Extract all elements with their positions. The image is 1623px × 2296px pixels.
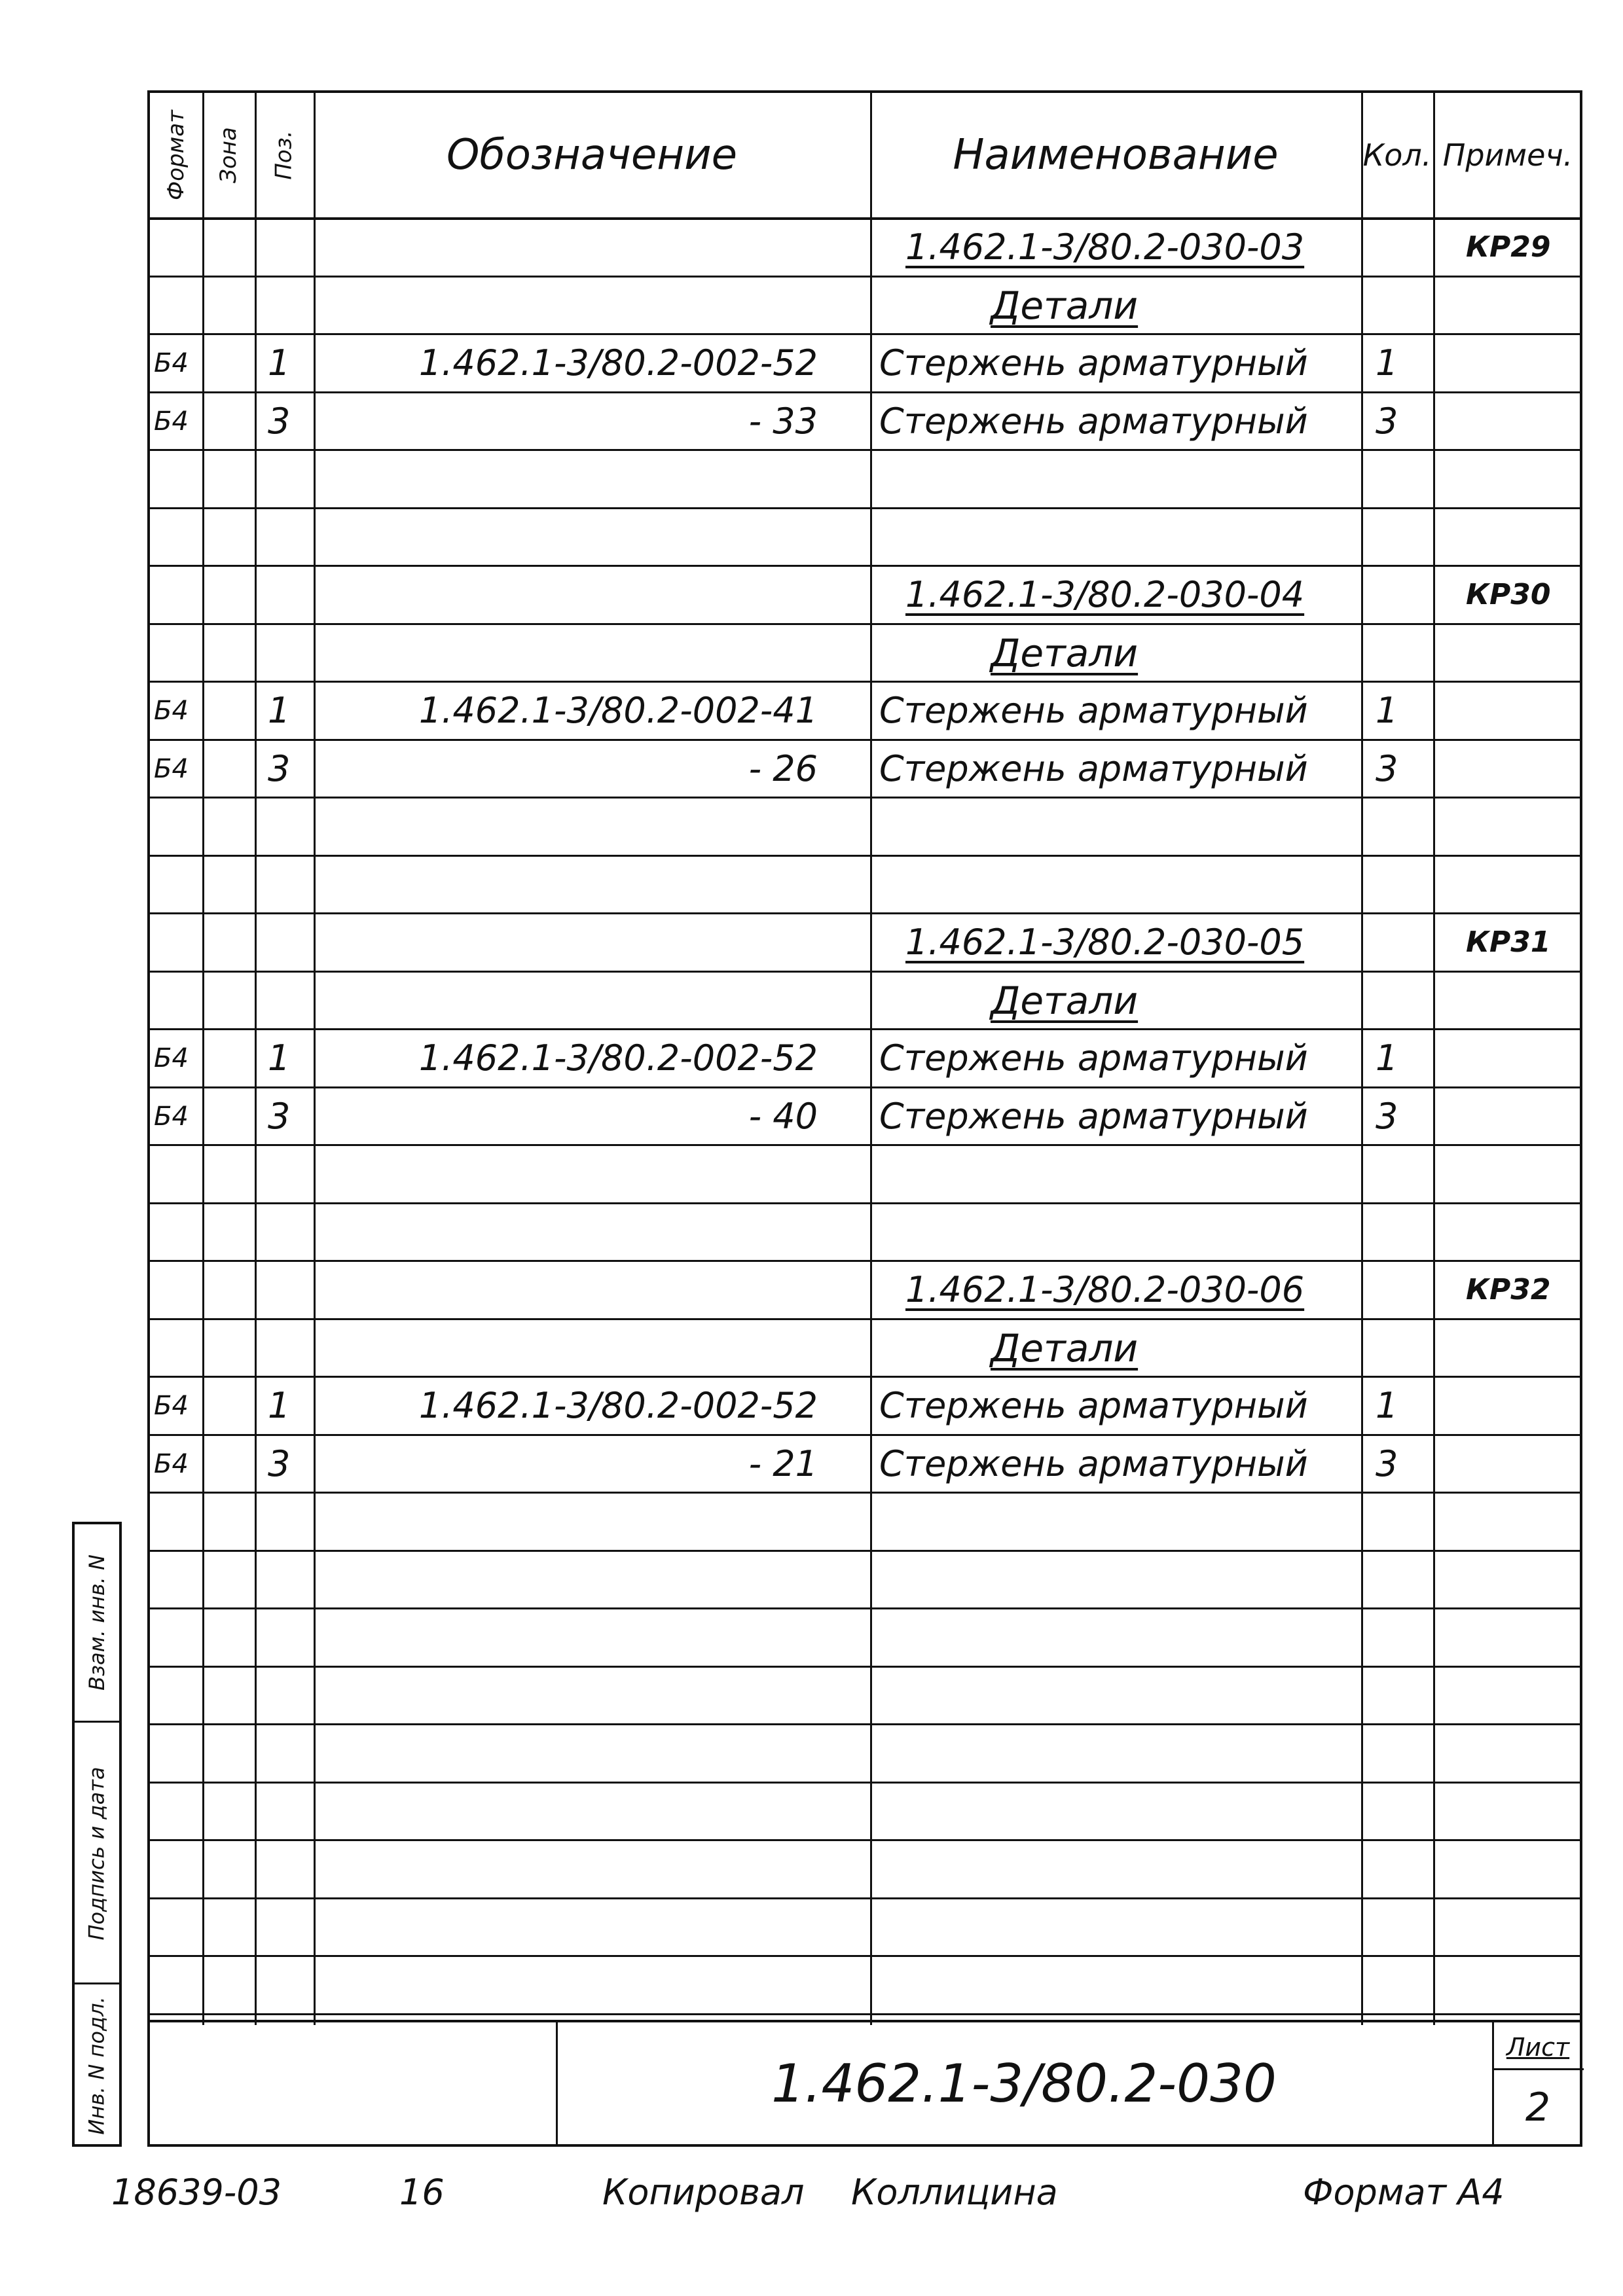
cell-note xyxy=(1466,1967,1582,2003)
cell-qty: 3 xyxy=(1376,1095,1398,1137)
cell-qty xyxy=(1376,1503,1433,1540)
cell-format: Б4 xyxy=(154,1448,189,1479)
cell-format xyxy=(154,1677,202,1714)
cell-qty xyxy=(1376,982,1433,1019)
cell-pos: 1 xyxy=(268,1037,291,1079)
cell-qty xyxy=(1376,1735,1433,1772)
table-row xyxy=(150,1666,1580,1724)
stamp-sign-date: Подпись и дата xyxy=(75,1721,119,1984)
cell-qty xyxy=(1376,1851,1433,1888)
cell-note xyxy=(1466,1677,1582,1714)
cell-pos xyxy=(268,808,314,845)
cell-qty: 1 xyxy=(1376,342,1398,384)
cell-pos xyxy=(268,1909,314,1946)
table-row xyxy=(150,1839,1580,1897)
cell-designation xyxy=(314,1214,818,1251)
cell-note xyxy=(1466,1735,1582,1772)
table-row xyxy=(150,1492,1580,1550)
cell-pos xyxy=(268,1214,314,1251)
sheet-number: 2 xyxy=(1525,2084,1551,2130)
cell-qty xyxy=(1376,577,1433,613)
cell-pos xyxy=(268,519,314,556)
cell-format xyxy=(154,1793,202,1830)
cell-name xyxy=(879,1909,1361,1946)
cell-pos xyxy=(268,1272,314,1308)
cell-format xyxy=(154,1330,202,1367)
stamp-inv-orig: Инв. N подл. xyxy=(75,1982,119,2146)
cell-name: Стержень арматурный xyxy=(879,1443,1308,1484)
cell-pos: 1 xyxy=(268,1385,291,1426)
cell-note xyxy=(1466,1909,1582,1946)
table-row xyxy=(150,1086,1580,1145)
table-row xyxy=(150,1318,1580,1376)
cell-format: Б4 xyxy=(154,348,189,378)
cell-designation xyxy=(314,1677,818,1714)
cell-qty: 1 xyxy=(1376,1037,1398,1079)
cell-format xyxy=(154,924,202,961)
cell-pos xyxy=(268,1619,314,1656)
cell-designation xyxy=(314,229,818,266)
footer-copied-label: Копировал xyxy=(602,2172,805,2213)
cell-note: КР30 xyxy=(1466,578,1551,611)
header-qty: Кол. xyxy=(1362,137,1432,173)
cell-format: Б4 xyxy=(154,1101,189,1132)
cell-name xyxy=(879,1677,1361,1714)
cell-pos: 3 xyxy=(268,1443,291,1484)
cell-note xyxy=(1466,1446,1582,1482)
table-row xyxy=(150,565,1580,623)
cell-name xyxy=(879,867,1361,903)
cell-qty: 3 xyxy=(1376,747,1398,789)
cell-format: Б4 xyxy=(154,753,189,784)
cell-qty: 1 xyxy=(1376,1385,1398,1426)
cell-format xyxy=(154,519,202,556)
cell-note xyxy=(1466,1214,1582,1251)
cell-pos xyxy=(268,924,314,961)
header-note: Примеч. xyxy=(1442,137,1573,173)
table-row xyxy=(150,1723,1580,1782)
cell-qty xyxy=(1376,519,1433,556)
cell-format xyxy=(154,1619,202,1656)
cell-name: Детали xyxy=(991,978,1139,1023)
cell-note xyxy=(1466,751,1582,787)
cell-pos xyxy=(268,229,314,266)
cell-note xyxy=(1466,635,1582,672)
cell-pos xyxy=(268,1503,314,1540)
cell-pos xyxy=(268,982,314,1019)
cell-name xyxy=(879,519,1361,556)
cell-qty xyxy=(1376,1677,1433,1714)
cell-note xyxy=(1466,519,1582,556)
cell-format xyxy=(154,1909,202,1946)
table-row xyxy=(150,1897,1580,1956)
cell-format xyxy=(154,808,202,845)
cell-note xyxy=(1466,461,1582,497)
cell-designation xyxy=(314,577,818,613)
cell-designation xyxy=(314,461,818,497)
cell-designation xyxy=(314,1735,818,1772)
row-divider xyxy=(150,2013,1580,2015)
cell-note xyxy=(1466,1330,1582,1367)
sheet-label: Лист xyxy=(1506,2033,1570,2062)
table-row xyxy=(150,1028,1580,1086)
cell-name xyxy=(879,1619,1361,1656)
cell-designation xyxy=(314,1156,818,1193)
cell-qty xyxy=(1376,229,1433,266)
table-row xyxy=(150,971,1580,1029)
cell-designation: 1.462.1-3/80.2-002-52 xyxy=(418,1385,818,1426)
cell-format xyxy=(154,1851,202,1888)
cell-designation xyxy=(314,808,818,845)
table-row xyxy=(150,1782,1580,1840)
table-row xyxy=(150,681,1580,739)
cell-note xyxy=(1466,1098,1582,1135)
cell-format xyxy=(154,1735,202,1772)
cell-qty: 1 xyxy=(1376,690,1398,731)
cell-designation xyxy=(314,635,818,672)
cell-designation: - 26 xyxy=(748,747,818,789)
cell-qty xyxy=(1376,1214,1433,1251)
table-row xyxy=(150,623,1580,681)
cell-format xyxy=(154,635,202,672)
table-row xyxy=(150,391,1580,450)
cell-note xyxy=(1466,1851,1582,1888)
cell-designation xyxy=(314,1793,818,1830)
cell-name: Стержень арматурный xyxy=(879,1385,1308,1426)
cell-qty xyxy=(1376,1619,1433,1656)
cell-format: Б4 xyxy=(154,1391,189,1421)
cell-qty xyxy=(1376,287,1433,324)
footer-format: Формат А4 xyxy=(1303,2172,1504,2213)
cell-name: Стержень арматурный xyxy=(879,400,1308,442)
table-row xyxy=(150,1202,1580,1261)
cell-note xyxy=(1466,1388,1582,1424)
cell-qty xyxy=(1376,1562,1433,1598)
cell-pos xyxy=(268,1677,314,1714)
table-row xyxy=(150,1550,1580,1608)
table-row xyxy=(150,1434,1580,1492)
header-format: Формат xyxy=(163,110,190,200)
cell-name xyxy=(879,1735,1361,1772)
cell-qty xyxy=(1376,1909,1433,1946)
cell-designation: - 21 xyxy=(748,1443,818,1484)
specification-sheet xyxy=(147,90,1582,2147)
table-row xyxy=(150,1260,1580,1318)
cell-pos: 1 xyxy=(268,690,291,731)
cell-format xyxy=(154,1156,202,1193)
cell-format xyxy=(154,461,202,497)
cell-qty xyxy=(1376,461,1433,497)
cell-pos: 3 xyxy=(268,1095,291,1137)
cell-pos xyxy=(268,1793,314,1830)
cell-format xyxy=(154,287,202,324)
cell-qty xyxy=(1376,1272,1433,1308)
table-row xyxy=(150,333,1580,391)
cell-format xyxy=(154,1562,202,1598)
cell-name: 1.462.1-3/80.2-030-03 xyxy=(905,226,1305,268)
cell-name xyxy=(879,1156,1361,1193)
cell-format xyxy=(154,867,202,903)
table-row xyxy=(150,276,1580,334)
cell-pos: 3 xyxy=(268,400,291,442)
cell-note xyxy=(1466,1793,1582,1830)
cell-pos: 3 xyxy=(268,747,291,789)
cell-designation xyxy=(314,867,818,903)
footer-number: 18639-03 xyxy=(111,2172,282,2213)
cell-name: Стержень арматурный xyxy=(879,747,1308,789)
cell-designation xyxy=(314,1330,818,1367)
cell-pos xyxy=(268,1851,314,1888)
cell-designation xyxy=(314,924,818,961)
cell-designation: 1.462.1-3/80.2-002-41 xyxy=(418,690,818,731)
cell-qty xyxy=(1376,1330,1433,1367)
cell-name xyxy=(879,1793,1361,1830)
header-pos: Поз. xyxy=(270,130,297,180)
table-row xyxy=(150,507,1580,565)
cell-note: КР29 xyxy=(1466,230,1551,264)
cell-name xyxy=(879,1967,1361,2003)
cell-name: 1.462.1-3/80.2-030-04 xyxy=(905,574,1305,615)
cell-name xyxy=(879,1214,1361,1251)
table-row xyxy=(150,797,1580,855)
cell-designation: - 33 xyxy=(748,400,818,442)
cell-qty: 3 xyxy=(1376,1443,1398,1484)
cell-qty xyxy=(1376,867,1433,903)
cell-pos xyxy=(268,1562,314,1598)
cell-note xyxy=(1466,1156,1582,1193)
table-row xyxy=(150,1144,1580,1202)
cell-note xyxy=(1466,1040,1582,1077)
cell-format xyxy=(154,577,202,613)
cell-designation xyxy=(314,1967,818,2003)
document-code: 1.462.1-3/80.2-030 xyxy=(771,2053,1277,2114)
cell-note xyxy=(1466,1562,1582,1598)
cell-pos xyxy=(268,635,314,672)
cell-format: Б4 xyxy=(154,696,189,726)
footer-page: 16 xyxy=(399,2172,445,2213)
cell-pos xyxy=(268,461,314,497)
cell-qty xyxy=(1376,635,1433,672)
cell-qty: 3 xyxy=(1376,400,1398,442)
cell-designation xyxy=(314,287,818,324)
table-row xyxy=(150,1607,1580,1666)
cell-format xyxy=(154,1503,202,1540)
cell-note xyxy=(1466,692,1582,729)
table-row xyxy=(150,1376,1580,1434)
footer-copier: Коллицина xyxy=(851,2172,1058,2213)
cell-designation xyxy=(314,1619,818,1656)
cell-name: Стержень арматурный xyxy=(879,342,1308,384)
cell-name xyxy=(879,461,1361,497)
cell-note xyxy=(1466,982,1582,1019)
cell-designation xyxy=(314,982,818,1019)
cell-format xyxy=(154,229,202,266)
stamp-replace-inv: Взам. инв. N xyxy=(84,1554,110,1691)
cell-pos xyxy=(268,1330,314,1367)
cell-format: Б4 xyxy=(154,1043,189,1073)
cell-name: Стержень арматурный xyxy=(879,690,1308,731)
cell-note xyxy=(1466,403,1582,440)
cell-pos xyxy=(268,287,314,324)
cell-pos xyxy=(268,1156,314,1193)
cell-pos: 1 xyxy=(268,342,291,384)
title-block xyxy=(150,2020,1580,2144)
cell-designation xyxy=(314,1503,818,1540)
table-row xyxy=(150,1955,1580,2013)
side-stamp xyxy=(72,1522,122,2147)
cell-designation xyxy=(314,519,818,556)
cell-name: Стержень арматурный xyxy=(879,1095,1308,1137)
cell-format xyxy=(154,982,202,1019)
cell-format xyxy=(154,1967,202,2003)
cell-pos xyxy=(268,1735,314,1772)
cell-note xyxy=(1466,345,1582,382)
cell-designation xyxy=(314,1909,818,1946)
cell-note xyxy=(1466,867,1582,903)
cell-note xyxy=(1466,1503,1582,1540)
cell-qty xyxy=(1376,924,1433,961)
cell-note: КР32 xyxy=(1466,1273,1551,1306)
cell-designation: 1.462.1-3/80.2-002-52 xyxy=(418,342,818,384)
cell-note xyxy=(1466,1619,1582,1656)
header-zone: Зона xyxy=(215,127,242,183)
cell-pos xyxy=(268,577,314,613)
cell-designation xyxy=(314,1851,818,1888)
cell-name: Детали xyxy=(991,283,1139,328)
cell-note: КР31 xyxy=(1466,925,1551,959)
cell-qty xyxy=(1376,808,1433,845)
cell-name: Детали xyxy=(991,630,1139,675)
table-row xyxy=(150,912,1580,971)
cell-name xyxy=(879,808,1361,845)
cell-designation xyxy=(314,1272,818,1308)
cell-name: 1.462.1-3/80.2-030-05 xyxy=(905,922,1305,963)
cell-pos xyxy=(268,1967,314,2003)
cell-name xyxy=(879,1851,1361,1888)
cell-format xyxy=(154,1214,202,1251)
cell-note xyxy=(1466,808,1582,845)
cell-name xyxy=(879,1562,1361,1598)
table-row xyxy=(150,217,1580,276)
cell-format: Б4 xyxy=(154,406,189,437)
table-row xyxy=(150,739,1580,797)
cell-designation: 1.462.1-3/80.2-002-52 xyxy=(418,1037,818,1079)
cell-name: Стержень арматурный xyxy=(879,1037,1308,1079)
cell-note xyxy=(1466,287,1582,324)
header-designation: Обозначение xyxy=(446,131,738,179)
cell-qty xyxy=(1376,1967,1433,2003)
cell-pos xyxy=(268,867,314,903)
cell-designation xyxy=(314,1562,818,1598)
cell-name: Детали xyxy=(991,1325,1139,1371)
cell-name xyxy=(879,1503,1361,1540)
table-row xyxy=(150,449,1580,507)
header-name: Наименование xyxy=(953,131,1279,179)
cell-qty xyxy=(1376,1793,1433,1830)
cell-name: 1.462.1-3/80.2-030-06 xyxy=(905,1269,1305,1310)
table-row xyxy=(150,855,1580,913)
cell-qty xyxy=(1376,1156,1433,1193)
cell-designation: - 40 xyxy=(748,1095,818,1137)
cell-format xyxy=(154,1272,202,1308)
